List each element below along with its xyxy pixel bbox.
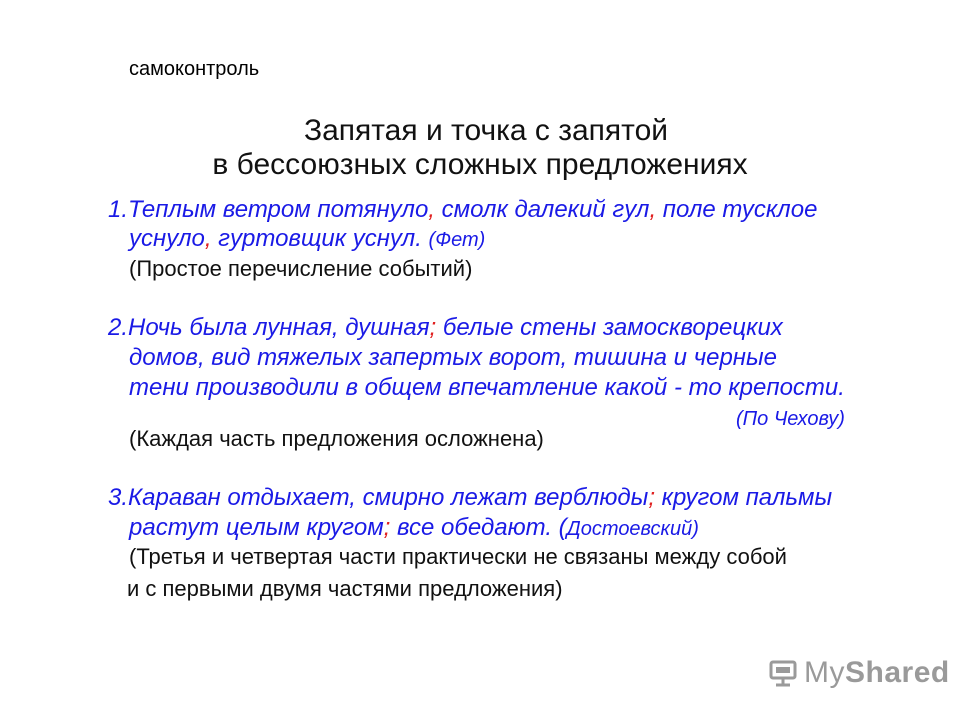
example-2-text: белые стены замоскворецких	[436, 314, 783, 341]
example-1-text: гуртовщик уснул.	[211, 225, 422, 252]
example-2-number: 2.	[108, 314, 129, 341]
example-1-line-1	[108, 196, 817, 224]
page-title	[0, 114, 960, 182]
punctuation-mark: ,	[428, 196, 435, 223]
example-2-line-1	[108, 314, 783, 342]
example-3-text: кругом пальмы	[655, 484, 833, 511]
presentation-icon	[768, 659, 798, 687]
example-1-line-2	[129, 225, 485, 253]
example-1-text: Теплым ветром потянуло	[128, 196, 429, 223]
punctuation-mark: ,	[649, 196, 657, 223]
example-3-author: Достоевский)	[566, 518, 699, 540]
title-line-2: в бессоюзных сложных предложениях	[212, 148, 748, 181]
example-2-note: (Каждая часть предложения осложнена)	[129, 426, 544, 451]
example-1-note: (Простое перечисление событий)	[129, 256, 473, 281]
example-3-text: все обедают. (	[390, 514, 567, 541]
punctuation-mark: ,	[204, 225, 212, 252]
myshared-watermark	[768, 656, 950, 690]
watermark-text	[804, 656, 950, 690]
example-1-text: смолк далекий гул	[434, 196, 650, 223]
punctuation-mark: ;	[648, 484, 655, 511]
example-1-number: 1.	[108, 196, 129, 223]
example-3-text: растут целым кругом	[129, 514, 384, 541]
top-note: самоконтроль	[129, 58, 260, 80]
example-3-note-1: (Третья и четвертая части практически не связаны между собой	[129, 544, 787, 569]
example-1-text: поле тусклое	[656, 196, 818, 223]
example-3-note-2: и с первыми двумя частями предложения)	[127, 576, 563, 601]
watermark-text-light: My	[804, 656, 845, 689]
example-3-number: 3.	[108, 484, 129, 511]
example-1-author: (Фет)	[428, 229, 486, 251]
example-2-text: Ночь была лунная, душная	[128, 314, 430, 341]
punctuation-mark: ;	[429, 314, 437, 341]
watermark-text-bold: Shared	[845, 656, 950, 689]
example-2-author: (По Чехову)	[736, 408, 845, 430]
title-line-1: Запятая и точка с запятой	[303, 114, 669, 147]
example-2-line-3: тени производили в общем впечатление какой - то крепости.	[129, 374, 845, 401]
example-2-line-2: домов, вид тяжелых запертых ворот, тишина и черные	[129, 344, 778, 371]
example-3-line-2	[129, 514, 699, 542]
example-1-text: уснуло	[129, 225, 205, 252]
example-3-line-1	[108, 484, 832, 512]
example-3-text: Караван отдыхает, смирно лежат верблюды	[128, 484, 649, 511]
punctuation-mark: ;	[383, 514, 391, 541]
